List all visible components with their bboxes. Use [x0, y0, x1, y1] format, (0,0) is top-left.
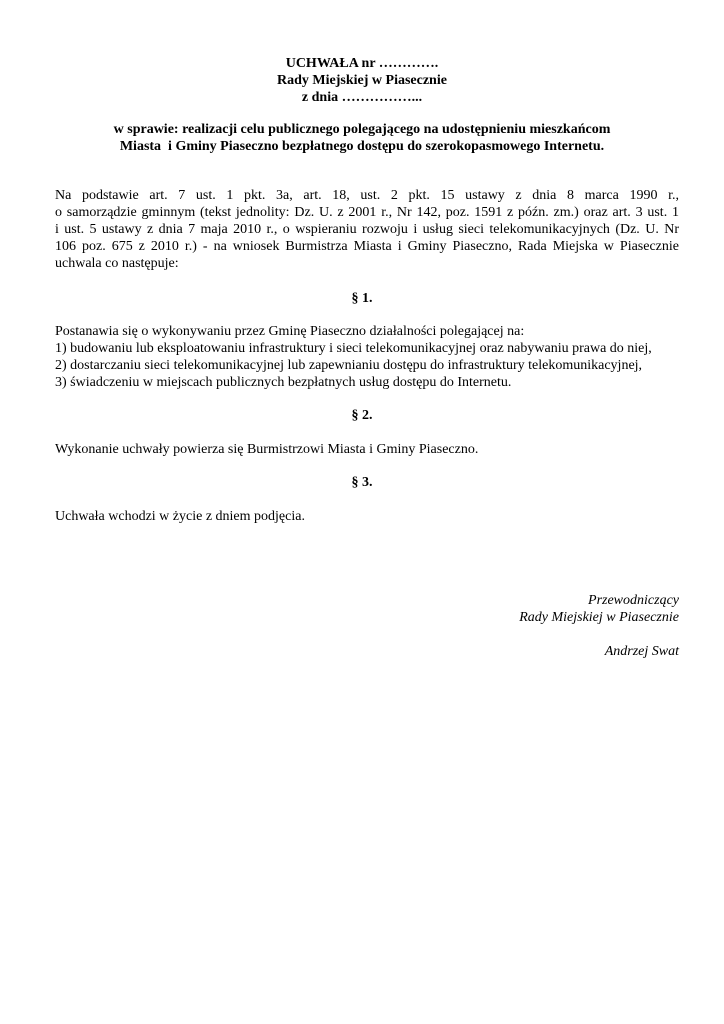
section-1-body	[55, 323, 679, 391]
section-2-mark: § 2.	[351, 408, 373, 423]
list-item: 2) dostarczaniu sieci telekomunikacyjnej lub zapewnianiu dostępu do infrastruktury telekomunikacyjnej,	[55, 358, 643, 373]
list-item: 3) świadczeniu w miejscach publicznych bezpłatnych usług dostępu do Internetu.	[55, 375, 512, 390]
section-3-text: Uchwała wchodzi w życie z dniem podjęcia.	[55, 509, 305, 524]
section-1-intro: Postanawia się o wykonywaniu przez Gminę Piaseczno działalności polegającej na:	[55, 324, 525, 339]
resolution-date: z dnia ……………...	[301, 90, 423, 105]
council-name: Rady Miejskiej w Piasecznie	[277, 73, 447, 88]
list-item: 1) budowaniu lub eksploatowaniu infrastruktury i sieci telekomunikacyjnej oraz nabywaniu prawa do niej,	[55, 341, 652, 356]
subject-line-1: w sprawie: realizacji celu publicznego polegającego na udostępnieniu mieszkańcom	[113, 122, 611, 137]
signatory-council: Rady Miejskiej w Piasecznie	[519, 610, 679, 625]
legal-basis-line: uchwala co następuje:	[55, 256, 179, 271]
signature-block	[519, 592, 679, 660]
subject-line-2: Miasta i Gminy Piaseczno bezpłatnego dostępu do szerokopasmowego Internetu.	[119, 139, 605, 154]
resolution-header	[0, 55, 724, 106]
signatory-title: Przewodniczący	[588, 593, 679, 608]
resolution-subject	[40, 121, 684, 155]
legal-basis-line: Na podstawie art. 7 ust. 1 pkt. 3a, art. 18, ust. 2 pkt. 15 ustawy z dnia 8 marca 1990 r.,	[55, 188, 679, 203]
legal-basis-paragraph	[55, 187, 679, 272]
resolution-number: UCHWAŁA nr ………….	[285, 56, 439, 71]
section-3-mark: § 3.	[351, 475, 373, 490]
section-2-text: Wykonanie uchwały powierza się Burmistrzowi Miasta i Gminy Piaseczno.	[55, 442, 479, 457]
signatory-name: Andrzej Swat	[604, 644, 679, 659]
legal-basis-line: o samorządzie gminnym (tekst jednolity: Dz. U. z 2001 r., Nr 142, poz. 1591 z późn. zm.) oraz art. 3 ust. 1	[55, 205, 679, 220]
legal-basis-line: 106 poz. 675 z 2010 r.) - na wniosek Burmistrza Miasta i Gminy Piaseczno, Rada Miejska w Piasecznie	[55, 239, 679, 254]
legal-basis-line: i ust. 5 ustawy z dnia 7 maja 2010 r., o wspieraniu rozwoju i usług sieci telekomunikacyjnych (Dz. U. Nr	[55, 222, 679, 237]
section-1-mark: § 1.	[351, 291, 373, 306]
